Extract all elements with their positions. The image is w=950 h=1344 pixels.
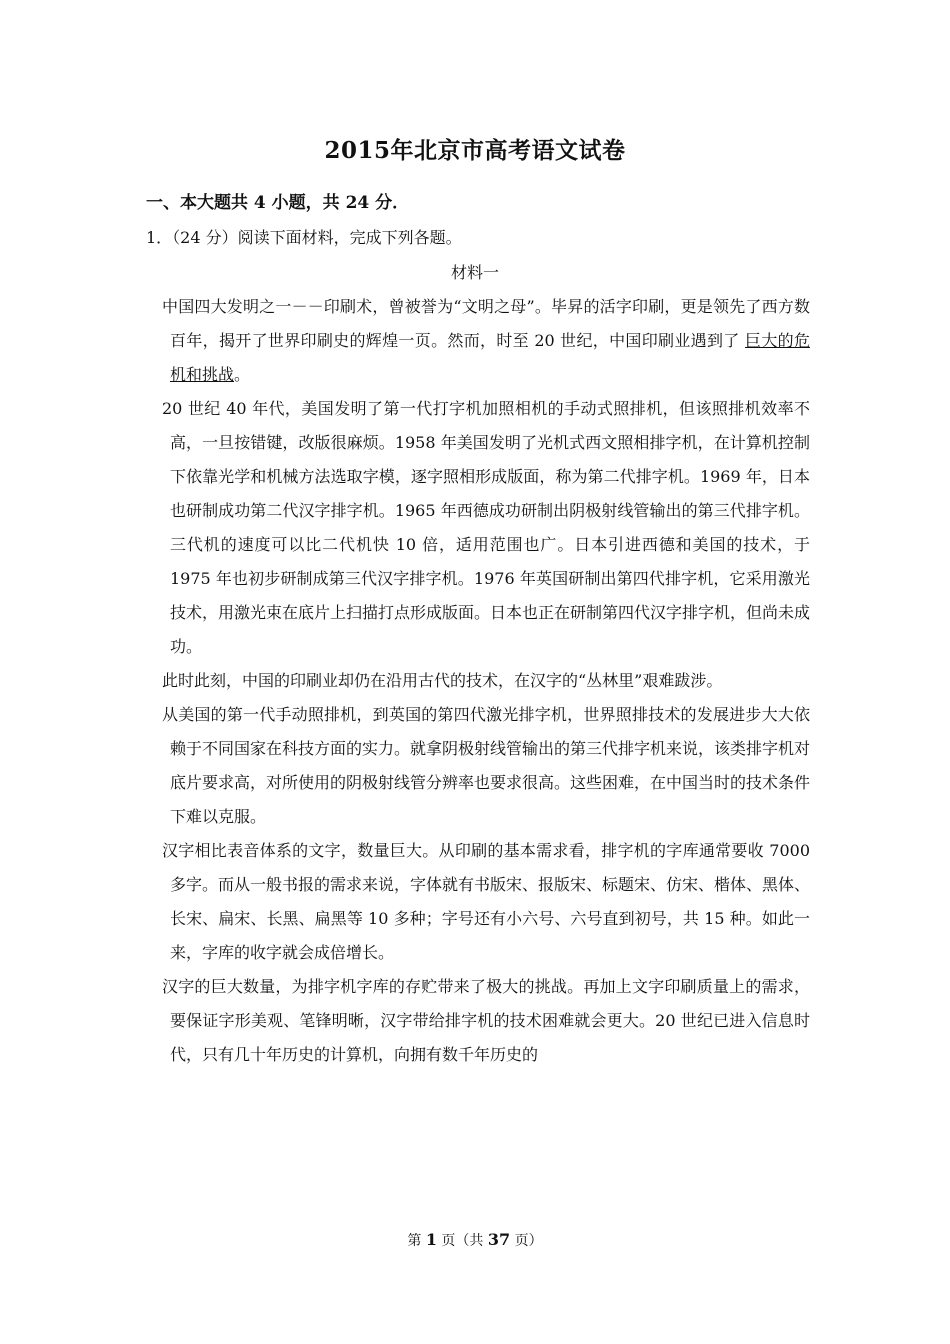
material-body <box>162 290 810 1072</box>
page-footer <box>0 1230 950 1250</box>
paragraph-5: 汉字相比表音体系的文字，数量巨大。从印刷的基本需求看，排字机的字库通常要收 7000 多字。而从一般书报的需求来说，字体就有书版宋、报版宋、标题宋、仿宋、楷体、黑体、长宋、扁宋、长黑、扁黑等 10 多种；字号还有小六号、六号直到初号，共 15 种。如此一来，字库的收字就会成倍增长。 <box>162 841 811 962</box>
paragraph-4: 从美国的第一代手动照排机，到英国的第四代激光排字机，世界照排技术的发展进步大大依赖于不同国家在科技方面的实力。就拿阴极射线管输出的第三代排字机来说，该类排字机对底片要求高，对所使用的阴极射线管分辨率也要求很高。这些困难，在中国当时的技术条件下难以克服。 <box>162 705 811 826</box>
footer-prefix: 第 <box>407 1233 426 1249</box>
footer-suffix: 页） <box>510 1233 543 1249</box>
paragraph-1-text: 中国四大发明之一－－印刷术，曾被誉为“文明之母”。毕昇的活字印刷，更是领先了西方数百年，揭开了世界印刷史的辉煌一页。然而，时至 20 世纪，中国印刷业遇到了 <box>162 297 810 350</box>
underlined-phrase: 巨大的危机和挑战 <box>170 331 810 384</box>
material-heading: 材料一 <box>450 263 499 282</box>
footer-middle: 页（共 <box>436 1233 488 1249</box>
paragraph-1 <box>162 290 810 392</box>
footer-total-pages: 37 <box>487 1230 511 1249</box>
paragraph-6: 汉字的巨大数量，为排字机字库的存贮带来了极大的挑战。再加上文字印刷质量上的需求，要保证字形美观、笔锋明晰，汉字带给排字机的技术困难就会更大。20 世纪已进入信息时代，只有几十年历史的计算机，向拥有数千年历史的 <box>162 977 810 1064</box>
footer-page-number: 1 <box>425 1230 437 1249</box>
exam-title: 2015年北京市高考语文试卷 <box>324 137 626 164</box>
paragraph-2: 20 世纪 40 年代，美国发明了第一代打字机加照相机的手动式照排机，但该照排机效率不高，一旦按错键，改版很麻烦。1958 年美国发明了光机式西文照相排字机，在计算机控制下依靠光学和机械方法选取字模，逐字照相形成版面，称为第二代排字机。1969 年，日本也研制成功第二代汉字排字机。1965 年西德成功研制出阴极射线管输出的第三代排字机。三代机的速度可以比二代机快 10 倍，适用范围也广。日本引进西德和美国的技术，于 1975 年也初步研制成第三代汉字排字机。1976 年英国研制出第四代排字机，它采用激光技术，用激光束在底片上扫描打点形成版面。日本也正在研制第四代汉字排字机，但尚未成功。 <box>162 399 811 656</box>
paragraph-3: 此时此刻，中国的印刷业却仍在沿用古代的技术，在汉字的“丛林里”艰难跋涉。 <box>162 671 723 690</box>
section-heading: 一、本大题共 4 小题，共 24 分． <box>146 193 410 213</box>
paragraph-1-end: 。 <box>234 365 251 384</box>
question-1-prompt: 1．（24 分）阅读下面材料，完成下列各题。 <box>146 228 462 247</box>
